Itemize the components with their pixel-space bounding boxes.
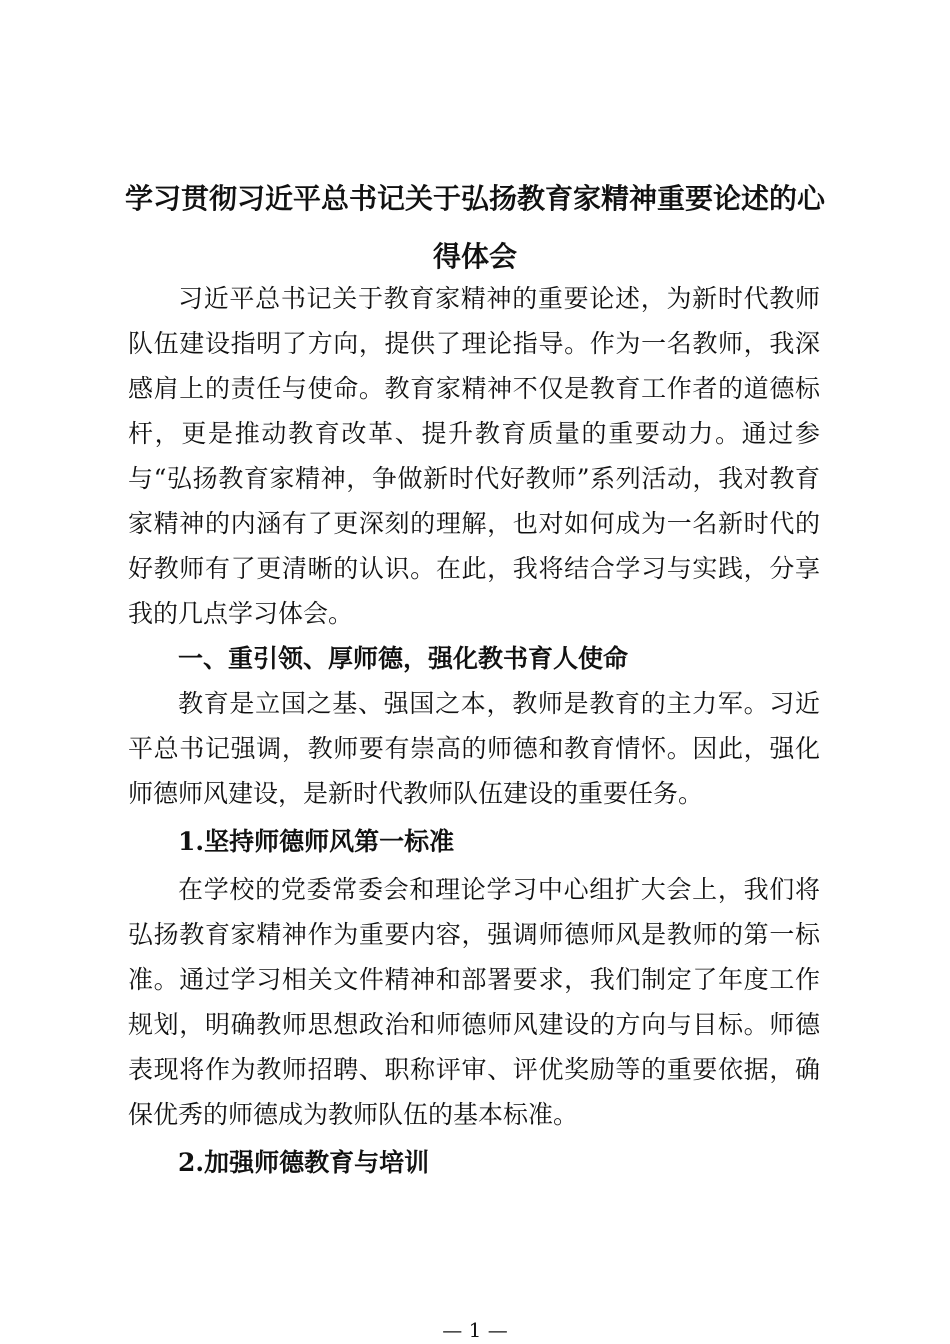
section-1-paragraph: 教育是立国之基、强国之本，教师是教育的主力军。习近平总书记强调，教师要有崇高的师德和教育情怀。因此，强化师德师风建设，是新时代教师队伍建设的重要任务。 [128, 689, 820, 808]
section-heading-1: 一、重引领、厚师德，强化教书育人使命 [178, 644, 629, 673]
subsection-heading-2: 2.加强师德教育与培训 [178, 1148, 430, 1177]
subsection-heading-1: 1.坚持师德师风第一标准 [178, 827, 455, 856]
page-number: — 1 — [442, 1318, 508, 1342]
document-title: 学习贯彻习近平总书记关于弘扬教育家精神重要论述的心得体会 [124, 182, 825, 273]
subsection-1-paragraph: 在学校的党委常委会和理论学习中心组扩大会上，我们将弘扬教育家精神作为重要内容，强调师德师风是教师的第一标准。通过学习相关文件精神和部署要求，我们制定了年度工作规划，明确教师思想政治和师德师风建设的方向与目标。师德表现将作为教师招聘、职称评审、评优奖励等的重要依据，确保优秀的师德成为教师队伍的基本标准。 [128, 875, 820, 1129]
intro-paragraph: 习近平总书记关于教育家精神的重要论述，为新时代教师队伍建设指明了方向，提供了理论指导。作为一名教师，我深感肩上的责任与使命。教育家精神不仅是教育工作者的道德标杆，更是推动教育改革、提升教育质量的重要动力。通过参与“弘扬教育家精神，争做新时代好教师”系列活动，我对教育家精神的内涵有了更深刻的理解，也对如何成为一名新时代的好教师有了更清晰的认识。在此，我将结合学习与实践，分享我的几点学习体会。 [128, 284, 820, 628]
document-body [128, 276, 820, 1188]
